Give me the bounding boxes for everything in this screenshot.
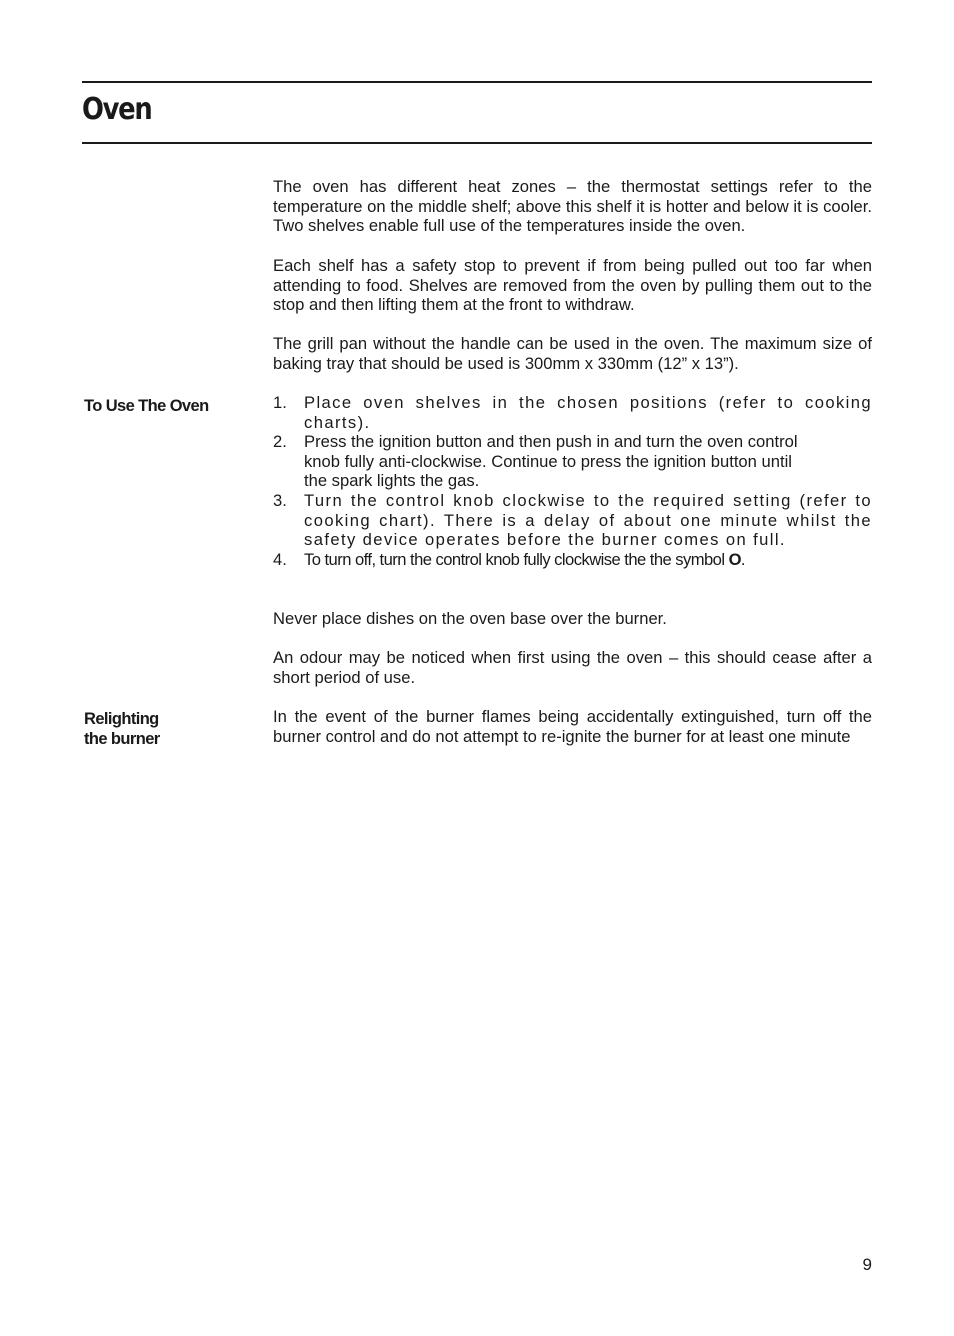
step-text: Turn the control knob clockwise to the required setting (refer to cooking chart). There is a delay of about one minute whilst the safety device operates before the burner comes on full. — [304, 490, 872, 550]
step-item — [273, 393, 872, 432]
step-text-main: To turn off, turn the control knob fully clockwise the the symbol — [304, 549, 729, 569]
intro-paragraph-heat-zones: The oven has different heat zones – the thermostat settings refer to the temperature on the middle shelf; above this shelf it is hotter and below it is cooler. Two shelves enable full use of the temperatures inside the oven. — [273, 177, 872, 236]
step-item — [273, 550, 872, 570]
step-text-end: . — [740, 549, 745, 569]
note-odour: An odour may be noticed when first using the oven – this should cease after a short period of use. — [273, 648, 872, 687]
step-text — [304, 550, 872, 570]
steps-list — [273, 393, 872, 569]
page-number: 9 — [862, 1255, 872, 1274]
step-number: 1. — [273, 393, 287, 412]
title-top-rule — [82, 81, 872, 83]
relighting-paragraph: In the event of the burner flames being accidentally extinguished, turn off the burner control and do not attempt to re-ignite the burner for at least one minute — [273, 707, 872, 746]
step-text: Press the ignition button and then push in and turn the oven control knob fully anti-clockwise. Continue to press the ignition button until the spark lights the gas. — [304, 432, 798, 491]
note-dishes-base: Never place dishes on the oven base over the burner. — [273, 609, 667, 628]
step-text: Place oven shelves in the chosen positions (refer to cooking charts). — [304, 393, 872, 432]
section-heading-relighting — [84, 709, 254, 749]
title-bottom-rule — [82, 142, 872, 144]
intro-paragraph-grill-pan: The grill pan without the handle can be used in the oven. The maximum size of baking tray that should be used is 300mm x 330mm (12” x 13”). — [273, 334, 872, 373]
section-heading-to-use-the-oven: To Use The Oven — [84, 397, 209, 415]
relighting-heading-line-2: the burner — [84, 730, 160, 748]
intro-paragraph-shelves: Each shelf has a safety stop to prevent if from being pulled out too far when attending to food. Shelves are removed from the oven by pulling them out to the stop and then lifting them at the front to withdraw. — [273, 256, 872, 315]
step-number: 4. — [273, 549, 287, 569]
off-symbol: O — [728, 549, 741, 569]
step-number: 3. — [273, 490, 287, 510]
step-item — [273, 432, 872, 491]
step-number: 2. — [273, 432, 287, 452]
page-title: Oven — [82, 92, 152, 127]
step-item — [273, 491, 872, 550]
relighting-heading-line-1: Relighting — [84, 710, 159, 728]
